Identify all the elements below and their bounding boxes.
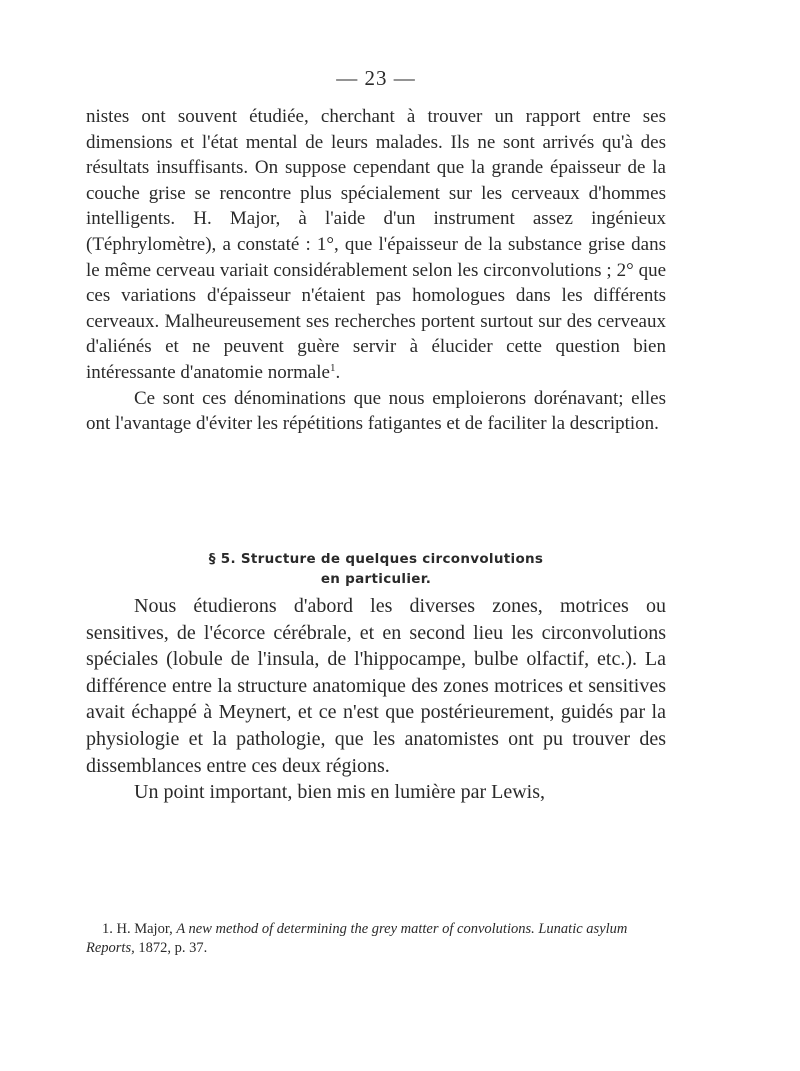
text-block-bottom <box>86 593 666 806</box>
book-page <box>86 0 666 1071</box>
footnote <box>86 920 666 958</box>
paragraph-1-end: . <box>335 361 341 383</box>
footnote-author: H. Major, <box>116 921 173 937</box>
page-number: — 23 — <box>336 66 416 90</box>
text-block-top <box>86 104 666 437</box>
section-heading-line-1: § 5. Structure de quelques circonvolutions <box>208 551 544 567</box>
footnote-text <box>86 920 666 958</box>
section-heading <box>86 549 666 589</box>
footnote-reference: 1 <box>330 361 336 374</box>
section-heading-line-2: en particulier. <box>320 571 432 587</box>
paragraph-4: Un point important, bien mis en lumière par Lewis, <box>134 781 546 804</box>
footnote-number: 1. <box>102 921 113 937</box>
paragraph-2: Ce sont ces dénominations que nous emploierons dorénavant; elles ont l'avantage d'éviter les répétitions fatigantes et de faciliter la description. <box>86 387 666 435</box>
footnote-title: A new method of determining the grey matter of convolutions. Lunatic asylum Reports, <box>86 921 628 956</box>
paragraph-continued <box>86 104 666 386</box>
paragraph-1-text: nistes ont souvent étudiée, cherchant à trouver un rapport entre ses dimensions et l'état mental de leurs malades. Ils ne sont arrivés qu'à des résultats insuffisants. On suppose cependant que la grande épaisseur de la couche grise se rencontre plus spécialement sur les cerveaux d'hommes intelligents. H. Major, à l'aide d'un instrument assez ingénieux (Téphrylomètre), a constaté : 1°, que l'épaisseur de la substance grise dans le même cerveau variait considérablement selon les circonvolutions ; 2° que ces variations d'épaisseur n'étaient pas homologues dans les différents cerveaux. Malheureusement ses recherches portent surtout sur des cerveaux d'aliénés et ne peuvent guère servir à élucider cette question bien intéressante d'anatomie normale <box>86 106 666 383</box>
paragraph-3: Nous étudierons d'abord les diverses zones, motrices ou sensitives, de l'écorce cérébrale, et en second lieu les circonvolutions spéciales (lobule de l'insula, de l'hippocampe, bulbe olfactif, etc.). La différence entre la structure anatomique des zones motrices et sensitives avait échappé à Meynert, et ce n'est que postérieurement, guidés par la physiologie et la pathologie, que les anatomistes ont pu trouver des dissemblances entre ces deux régions. <box>86 595 666 777</box>
footnote-rest: 1872, p. 37. <box>138 940 208 956</box>
